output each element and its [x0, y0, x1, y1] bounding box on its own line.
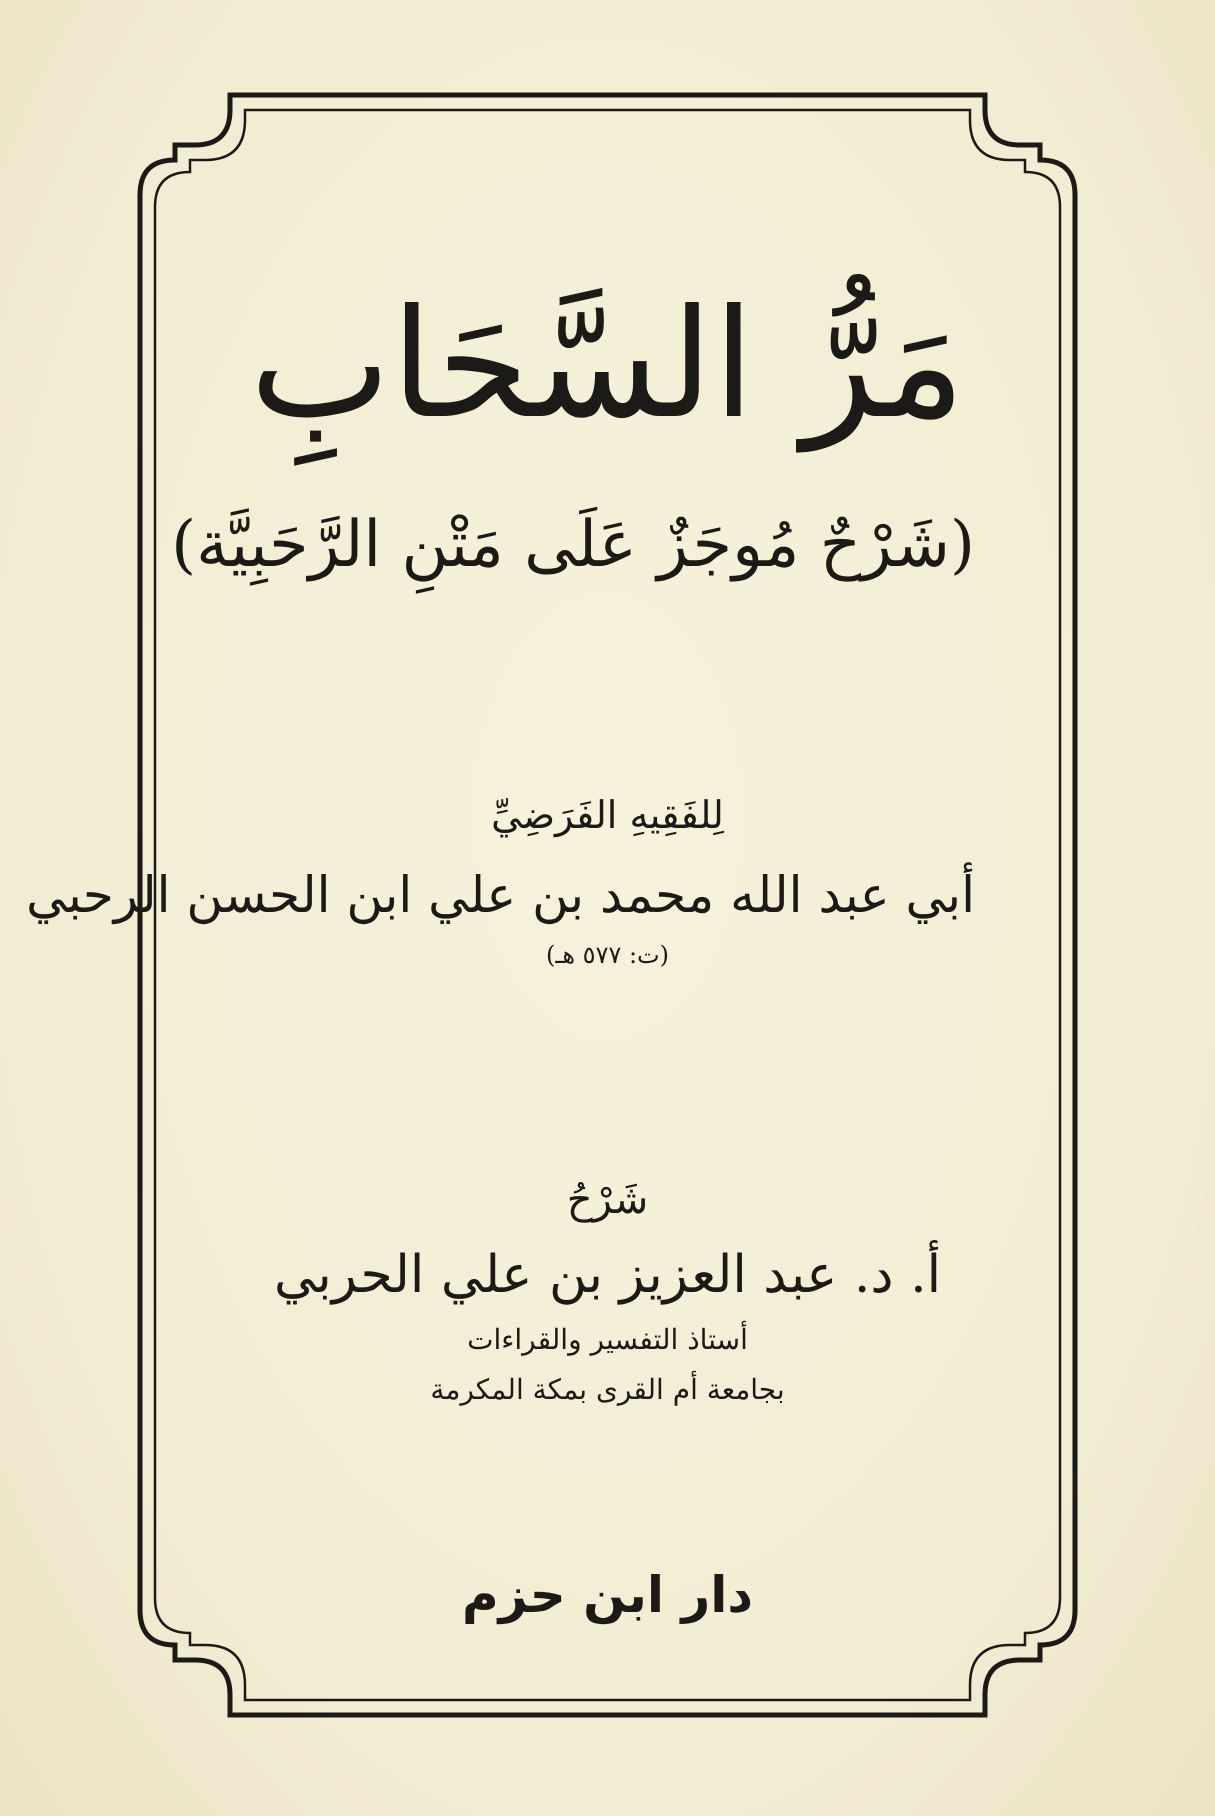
commentator-name: أ. د. عبد العزيز بن علي الحربي	[273, 1245, 942, 1305]
cover-text-block	[26, 240, 975, 1670]
book-title: مَرُّ السَّحَابِ	[249, 278, 966, 452]
commentator-university: بجامعة أم القرى بمكة المكرمة	[430, 1373, 785, 1406]
commentary-label: شَرْحُ	[566, 1177, 649, 1223]
commentator-position: أستاذ التفسير والقراءات	[467, 1323, 748, 1356]
author-death-date: (ت: ٥٧٧ هـ)	[545, 941, 670, 969]
publisher-name: دار ابن حزم	[461, 1566, 754, 1624]
author-prefix: لِلفَقِيهِ الفَرَضِيِّ	[491, 793, 724, 837]
book-subtitle: (شَرْحٌ مُوجَزٌ عَلَى مَتْنِ الرَّحَبِيَّة)	[171, 508, 975, 582]
author-name: أبي عبد الله محمد بن علي ابن الحسن الرحبي	[26, 866, 975, 924]
